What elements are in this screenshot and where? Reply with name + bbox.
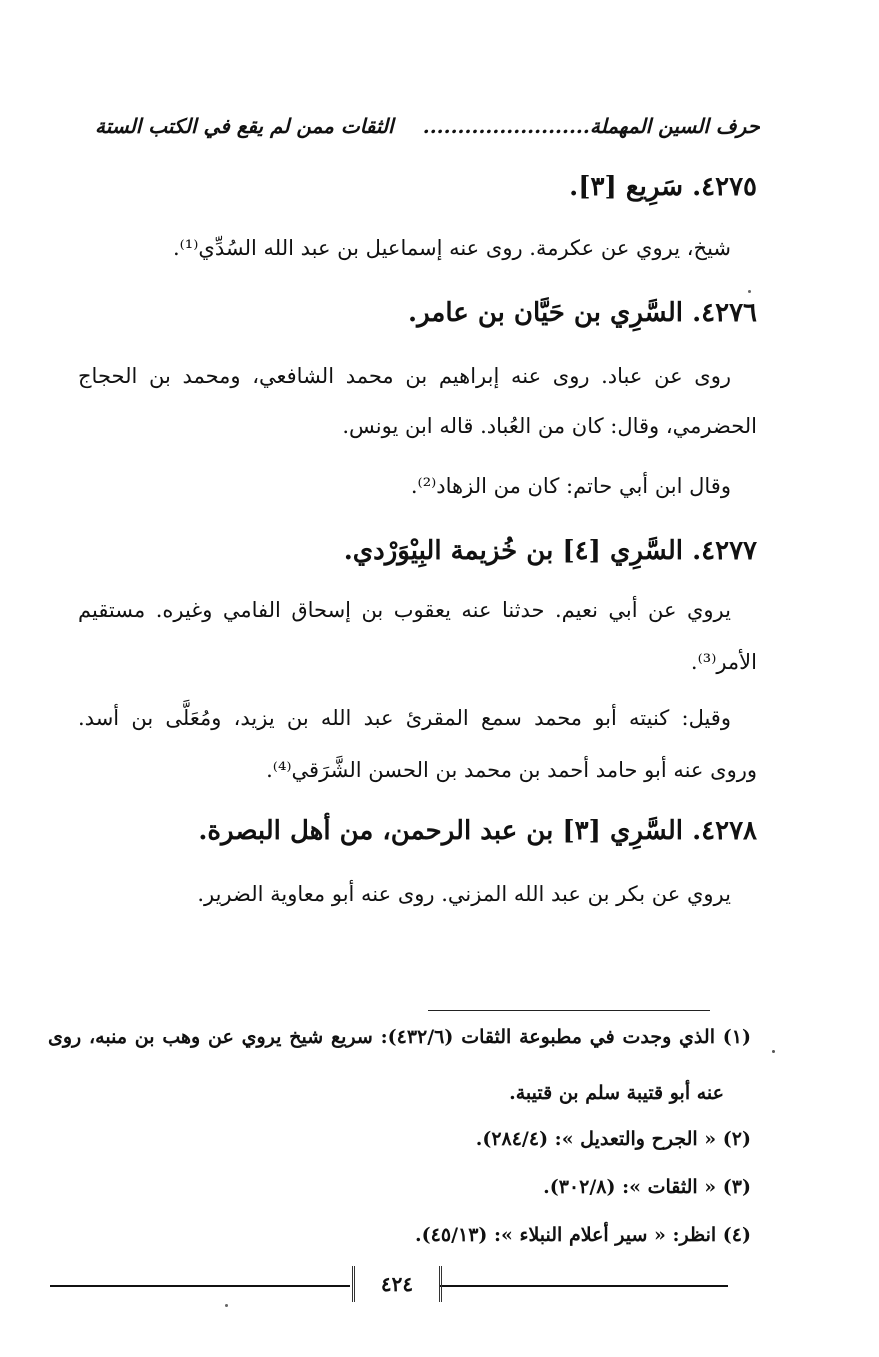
- entry-text: روى عن عباد. روى عنه إبراهيم بن محمد الشافعي، ومحمد بن الحجاج: [78, 364, 731, 388]
- entry-title: ٤٢٧٨. السَّرِي [٣] بن عبد الرحمن، من أهل البصرة.: [198, 816, 757, 846]
- entry-text: وقيل: كنيته أبو محمد سمع المقرئ عبد الله بن يزيد، ومُعَلَّى بن أسد.: [78, 706, 731, 730]
- print-speck: [748, 290, 751, 293]
- entry-text: يروي عن بكر بن عبد الله المزني. روى عنه أبو معاوية الضرير.: [197, 882, 731, 906]
- footnote: (١) الذي وجدت في مطبوعة الثقات (٤٣٢/٦): سريع شيخ يروي عن وهب بن منبه، روى: [48, 1026, 751, 1048]
- print-speck: [225, 1304, 228, 1307]
- footer-rule-left: [50, 1285, 350, 1287]
- print-speck: [772, 1050, 775, 1053]
- footnote: (٢) « الجرح والتعديل »: (٢٨٤/٤).: [475, 1128, 751, 1150]
- header-chapter: حرف السين المهملة........................: [422, 114, 760, 138]
- entry-title: ٤٢٧٦. السَّرِي بن حَيَّان بن عامر.: [408, 298, 757, 328]
- header-book-title: الثقات ممن لم يقع في الكتب الستة: [95, 114, 394, 138]
- running-header: [95, 110, 760, 146]
- footnote: (٣) « الثقات »: (٣٠٢/٨).: [543, 1176, 751, 1198]
- footnote-separator: [428, 1010, 710, 1011]
- footer-rule-right: [440, 1285, 728, 1287]
- entry-text: الأمر⁽³⁾.: [690, 650, 757, 674]
- entry-text: وروى عنه أبو حامد أحمد بن محمد بن الحسن الشَّرَقي⁽⁴⁾.: [266, 758, 757, 782]
- entry-title: ٤٢٧٥. سَرِيع [٣].: [569, 172, 757, 202]
- footnote: عنه أبو قتيبة سلم بن قتيبة.: [509, 1082, 724, 1104]
- entry-text: وقال ابن أبي حاتم: كان من الزهاد⁽²⁾.: [410, 474, 731, 498]
- entry-text: الحضرمي، وقال: كان من العُباد. قاله ابن يونس.: [342, 414, 757, 438]
- entry-title: ٤٢٧٧. السَّرِي [٤] بن خُزيمة البِيْوَرْدي.: [343, 536, 757, 566]
- page-number: ٤٢٤: [352, 1266, 442, 1302]
- entry-text: شيخ، يروي عن عكرمة. روى عنه إسماعيل بن عبد الله السُدِّي⁽¹⁾.: [172, 236, 731, 260]
- entry-text: يروي عن أبي نعيم. حدثنا عنه يعقوب بن إسحاق الفامي وغيره. مستقيم: [78, 598, 731, 622]
- footnote: (٤) انظر: « سير أعلام النبلاء »: (٤٥/١٣).: [415, 1224, 751, 1246]
